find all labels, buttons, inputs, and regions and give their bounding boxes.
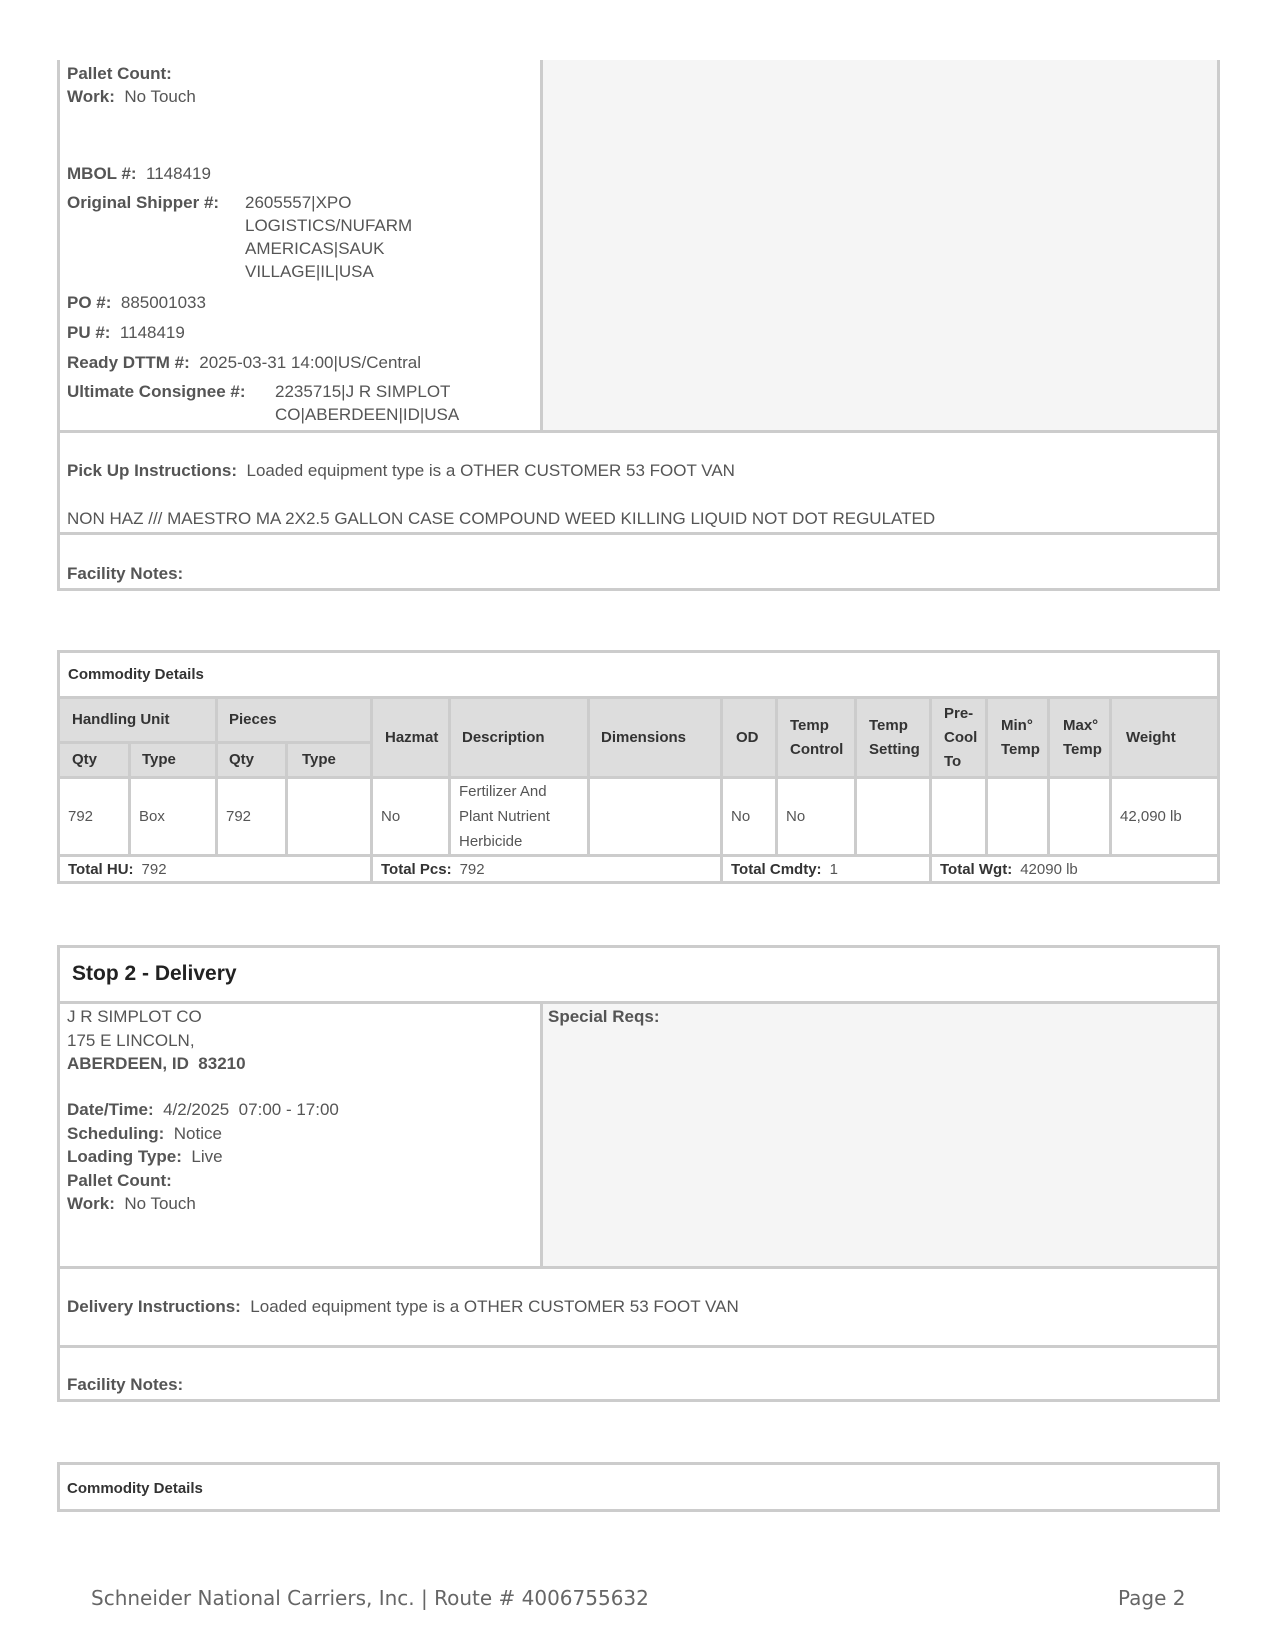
total-hu [60,857,373,881]
scheduling-label: Scheduling: [67,1124,165,1143]
header-min-temp: Min° Temp [988,699,1050,779]
total-hu-label: Total HU: [68,860,134,878]
delivery-instructions-value: Loaded equipment type is a OTHER CUSTOMER 53 FOOT VAN [250,1297,739,1316]
stop1-info-box [57,60,1220,433]
pickup-instructions [67,459,735,482]
header-max-temp: Max° Temp [1050,699,1112,779]
stop1-po [67,291,206,314]
header-hu-type: Type [131,744,218,779]
cell-hazmat: No [373,779,451,857]
footer-page-number: Page 2 [1118,1586,1186,1610]
total-pcs-label: Total Pcs: [381,860,452,878]
pickup-instructions-value: Loaded equipment type is a OTHER CUSTOMER 53 FOOT VAN [246,461,735,480]
pickup-note: NON HAZ /// MAESTRO MA 2X2.5 GALLON CASE COMPOUND WEED KILLING LIQUID NOT DOT REGULATED [67,509,936,528]
work-label: Work: [67,87,115,106]
header-pre-cool-to: Pre-Cool To [932,699,988,779]
pu-label: PU #: [67,323,111,342]
pu-value: 1148419 [119,323,185,342]
scheduling-value: Notice [173,1124,222,1143]
po-value: 885001033 [120,293,206,312]
stop2-facility-notes-box [57,1345,1220,1402]
total-cmdty [723,857,932,881]
header-pieces: Pieces [218,699,373,744]
ultimate-consignee-line: CO|ABERDEEN|ID|USA [275,405,460,424]
header-weight: Weight [1112,699,1217,779]
header-hazmat: Hazmat [373,699,451,779]
ultimate-consignee-line: 2235715|J R SIMPLOT [275,382,451,401]
original-shipper-line: LOGISTICS/NUFARM [245,216,413,235]
work-value: No Touch [124,87,196,106]
stop2-title: Stop 2 - Delivery [72,962,237,985]
stop2-special-reqs-label: Special Reqs: [548,1007,660,1026]
cell-max-temp [1050,779,1112,857]
cell-temp-control: No [778,779,857,857]
pickup-instructions-label: Pick Up Instructions: [67,461,238,480]
delivery-instructions [67,1295,739,1318]
total-cmdty-label: Total Cmdty: [731,860,822,878]
header-pcs-qty: Qty [218,744,288,779]
stop1-pallet-count [67,62,172,85]
cell-description: Fertilizer And Plant Nutrient Herbicide [451,779,590,857]
cell-hu-type: Box [131,779,218,857]
total-cmdty-value: 1 [829,860,838,878]
po-label: PO #: [67,293,112,312]
ultimate-consignee-label: Ultimate Consignee #: [67,382,246,401]
stop1-work [67,85,196,108]
stop1-special-area [540,60,1217,430]
cell-temp-setting [857,779,932,857]
stop2-street: 175 E LINCOLN, [67,1031,195,1050]
total-hu-value: 792 [141,860,167,878]
datetime-value: 4/2/2025 07:00 - 17:00 [163,1100,339,1119]
cell-pre-cool-to [932,779,988,857]
footer-carrier-route: Schneider National Carriers, Inc. | Route # 4006755632 [91,1586,649,1610]
total-wgt-label: Total Wgt: [940,860,1013,878]
cell-pcs-type [288,779,373,857]
stop2-loading-type [67,1145,223,1168]
stop1-original-shipper-label [67,191,219,214]
original-shipper-line: 2605557|XPO [245,193,352,212]
datetime-label: Date/Time: [67,1100,154,1119]
original-shipper-label: Original Shipper #: [67,193,220,212]
cell-hu-qty: 792 [60,779,131,857]
header-temp-setting: Temp Setting [857,699,932,779]
stop2-special-area [540,1004,1217,1266]
header-od: OD [723,699,778,779]
commodity-table-2 [57,1462,1220,1512]
commodity-title: Commodity Details [60,653,1217,699]
header-dimensions: Dimensions [590,699,723,779]
loading-type-value: Live [191,1147,223,1166]
stop1-ultimate-consignee-label [67,380,246,403]
stop1-ready [67,351,421,374]
stop1-mbol [67,162,211,185]
pallet-count-label: Pallet Count: [67,64,172,83]
total-pcs [373,857,723,881]
cell-od: No [723,779,778,857]
stop2-work [67,1192,196,1215]
mbol-value: 1148419 [146,164,211,183]
original-shipper-line: VILLAGE|IL|USA [245,262,374,281]
stop2-facility-notes-label: Facility Notes: [67,1375,184,1394]
header-description: Description [451,699,590,779]
stop1-facility-notes-box [57,532,1220,591]
mbol-label: MBOL #: [67,164,137,183]
header-temp-control: Temp Control [778,699,857,779]
total-pcs-value: 792 [459,860,485,878]
commodity2-title: Commodity Details [67,1480,203,1497]
loading-type-label: Loading Type: [67,1147,182,1166]
header-hu-qty: Qty [60,744,131,779]
stop2-datetime [67,1098,339,1121]
header-handling-unit: Handling Unit [60,699,218,744]
cell-weight: 42,090 lb [1112,779,1217,857]
stop2-scheduling [67,1122,222,1145]
delivery-instructions-label: Delivery Instructions: [67,1297,241,1316]
ready-label: Ready DTTM #: [67,353,190,372]
header-pcs-type: Type [288,744,373,779]
commodity-table-1 [57,650,1220,884]
stop2-work-label: Work: [67,1194,115,1213]
stop2-city-state-zip: ABERDEEN, ID 83210 [67,1054,246,1073]
original-shipper-line: AMERICAS|SAUK [245,239,385,258]
stop2-name: J R SIMPLOT CO [67,1007,202,1026]
total-wgt-value: 42090 lb [1020,860,1078,878]
stop2-work-value: No Touch [124,1194,196,1213]
cell-dimensions [590,779,723,857]
cell-min-temp [988,779,1050,857]
stop2-pallet-count: Pallet Count: [67,1171,172,1190]
stop1-pu [67,321,185,344]
total-wgt [932,857,1217,881]
stop1-facility-notes-label: Facility Notes: [67,564,184,583]
cell-pcs-qty: 792 [218,779,288,857]
stop2-info-box [57,1001,1220,1269]
ready-value: 2025-03-31 14:00|US/Central [199,353,422,372]
